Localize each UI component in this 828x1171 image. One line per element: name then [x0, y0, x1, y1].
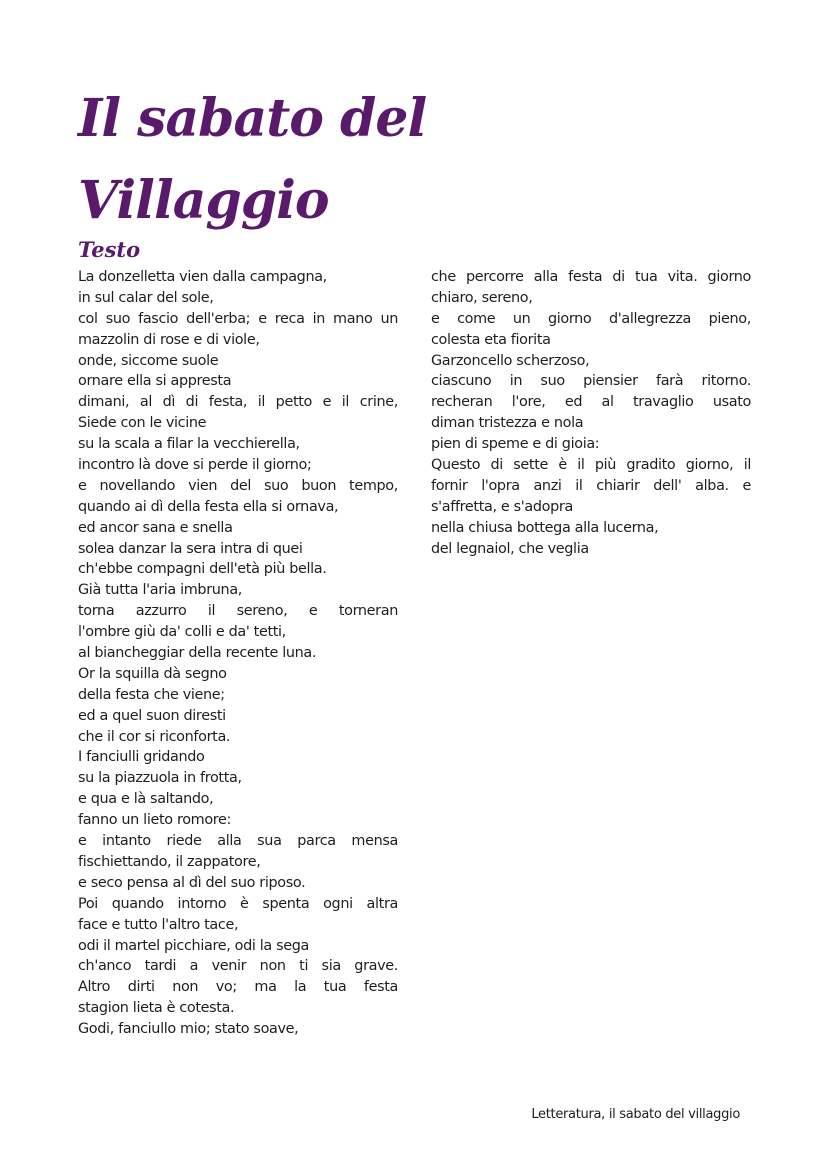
poem-line: fanno un lieto romore: [78, 812, 232, 829]
poem-line: I fanciulli gridando [78, 749, 205, 766]
poem-line: ch'anco tardi a venir non ti sia grave. [78, 958, 398, 975]
poem-line: quando ai dì della festa ella si ornava, [78, 498, 339, 515]
poem-line: s'affretta, e s'adopra [431, 498, 573, 515]
poem-line: che percorre alla festa di tua vita. giorno [431, 269, 751, 285]
poem-text-right-column [431, 267, 751, 559]
poem-line: Poi quando intorno è spenta ogni altra [78, 895, 398, 912]
poem-line: pien di speme e di gioia: [431, 436, 600, 453]
poem-line: fornir l'opra anzi il chiarir dell' alba. e [431, 477, 751, 494]
poem-line: del legnaiol, che veglia [431, 540, 589, 557]
poem-line: onde, siccome suole [78, 352, 219, 369]
poem-line: ciascuno in suo piensier farà ritorno. [431, 373, 751, 390]
poem-line: mazzolin di rose e di viole, [78, 331, 260, 348]
poem-line: Garzoncello scherzoso, [431, 352, 590, 369]
poem-line: ed a quel suon diresti [78, 707, 226, 724]
poem-line: nella chiusa bottega alla lucerna, [431, 519, 659, 536]
poem-line: e qua e là saltando, [78, 791, 214, 808]
poem-line: incontro là dove si perde il giorno; [78, 457, 312, 474]
poem-line: Or la squilla dà segno [78, 665, 227, 682]
poem-line: chiaro, sereno, [431, 289, 533, 306]
poem-line: e intanto riede alla sua parca mensa [78, 833, 398, 850]
poem-line: solea danzar la sera intra di quei [78, 540, 303, 557]
poem-line: e seco pensa al dì del suo riposo. [78, 874, 306, 891]
poem-line: recheran l'ore, ed al travaglio usato [431, 394, 751, 411]
page-footer: Letteratura, il sabato del villaggio [531, 1107, 740, 1122]
poem-line: Siede con le vicine [78, 415, 207, 432]
poem-line: al biancheggiar della recente luna. [78, 645, 317, 662]
poem-line: La donzelletta vien dalla campagna, [78, 269, 327, 285]
poem-line: colesta eta fiorita [431, 331, 551, 348]
poem-line: Godi, fanciullo mio; stato soave, [78, 1021, 299, 1038]
poem-line: ed ancor sana e snella [78, 519, 233, 536]
poem-line: l'ombre giù da' colli e da' tetti, [78, 624, 286, 641]
poem-line: in sul calar del sole, [78, 289, 214, 306]
section-heading: Testo [78, 237, 141, 262]
poem-line: dimani, al dì di festa, il petto e il crine, [78, 394, 398, 411]
page-title: Il sabato del Villaggio [78, 88, 427, 231]
poem-line: e come un giorno d'allegrezza pieno, [431, 310, 751, 327]
poem-text-left-column [78, 267, 398, 1040]
poem-line: su la scala a filar la vecchierella, [78, 436, 300, 453]
poem-line: Già tutta l'aria imbruna, [78, 582, 243, 599]
poem-line: diman tristezza e nola [431, 415, 584, 432]
poem-line: Questo di sette è il più gradito giorno, il [431, 457, 751, 474]
poem-line: su la piazzuola in frotta, [78, 770, 242, 787]
poem-line: stagion lieta è cotesta. [78, 1000, 235, 1017]
poem-line: ch'ebbe compagni dell'età più bella. [78, 561, 327, 578]
poem-line: Altro dirti non vo; ma la tua festa [78, 979, 398, 996]
poem-line: face e tutto l'altro tace, [78, 916, 239, 933]
poem-line: odi il martel picchiare, odi la sega [78, 937, 310, 954]
poem-line: fischiettando, il zappatore, [78, 853, 261, 870]
poem-line: col suo fascio dell'erba; e reca in mano un [78, 310, 398, 327]
poem-line: che il cor si riconforta. [78, 728, 231, 745]
poem-line: e novellando vien del suo buon tempo, [78, 477, 398, 494]
poem-line: torna azzurro il sereno, e torneran [78, 603, 398, 620]
poem-line: della festa che viene; [78, 686, 225, 703]
poem-line: ornare ella si appresta [78, 373, 232, 390]
